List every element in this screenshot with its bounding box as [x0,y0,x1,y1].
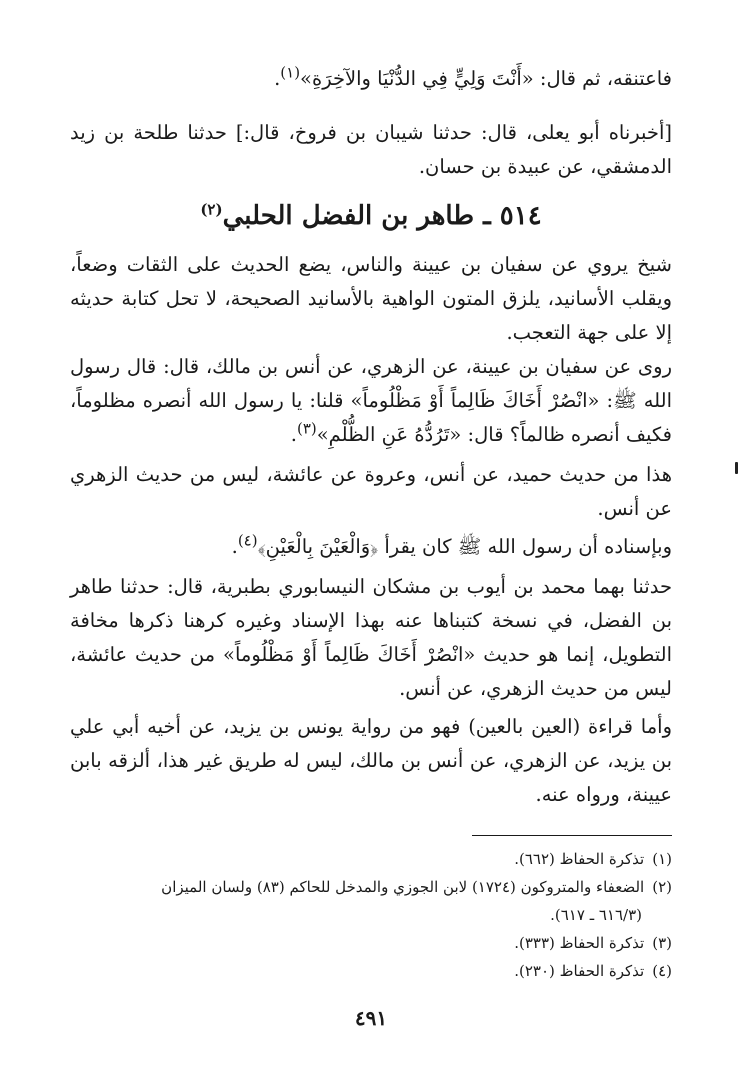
paragraph-1 [70,62,672,96]
footnote-text: تذكرة الحفاظ (٦٦٢). [514,850,645,868]
margin-mark [735,462,738,474]
footnote-text: تذكرة الحفاظ (٣٣٣). [514,934,645,952]
footnote-number: (٣) [652,934,672,952]
paragraph-5 [70,458,672,526]
paragraph-4-end: . [290,423,297,446]
footnote-continuation: (٦١٦/٣ ـ ٦١٧). [550,906,642,924]
footnote-number: (١) [652,850,672,868]
paragraph-6 [70,530,672,564]
footnote-2 [70,873,672,929]
footnote-number: (٤) [652,962,672,980]
paragraph-4-text: روى عن سفيان بن عيينة، عن الزهري، عن أنس بن مالك، قال: قال رسول الله ﷺ: «انْصُرْ أَخَاكَ ظَالِماً أَوْ مَظْلُوماً» قلنا: يا رسول الله أنصره مظلوماً، فكيف أنصره ظالماً؟ قال: «تَرُدُّهُ عَنِ الظُّلْمِ» [70,355,672,446]
paragraph-1-end: . [274,67,281,90]
footnote-ref-1: (١) [280,63,301,82]
paragraph-3-text: شيخ يروي عن سفيان بن عيينة والناس، يضع الحديث على الثقات وضعاً، ويقلب الأسانيد، يلزق المتون الواهية بالأسانيد الصحيحة، لا تحل كتابة حديثه إلا على جهة التعجب. [70,253,672,344]
paragraph-5-text: هذا من حديث حميد، عن أنس، وعروة عن عائشة، ليس من حديث الزهري عن أنس. [70,463,672,520]
footnote-ref-4: (٤) [237,531,258,550]
page-number: ٤٩١ [354,1006,388,1030]
footnote-text: تذكرة الحفاظ (٢٣٠). [514,962,645,980]
footnote-text: الضعفاء والمتروكون (١٧٢٤) لابن الجوزي والمدخل للحاكم (٨٣) ولسان الميزان [161,878,645,896]
paragraph-8 [70,710,672,812]
paragraph-6-text: وبإسناده أن رسول الله ﷺ كان يقرأ ﴿وَالْعَيْنَ بِالْعَيْنِ﴾ [257,535,672,558]
paragraph-7 [70,570,672,706]
entry-heading-text: ٥١٤ ـ طاهر بن الفضل الحلبي [222,201,542,231]
paragraph-2-text: [أخبرناه أبو يعلى، قال: حدثنا شيبان بن فروخ، قال:] حدثنا طلحة بن زيد الدمشقي، عن عبيدة بن حسان. [70,121,672,178]
footnote-ref-3: (٣) [296,419,317,438]
footnote-separator [472,835,672,836]
paragraph-1-text: فاعتنقه، ثم قال: «أَنْتَ وَلِيٍّ فِي الدُّنْيَا والآخِرَةِ» [300,67,672,90]
paragraph-4 [70,350,672,452]
footnote-4 [70,957,672,985]
paragraph-2 [70,116,672,184]
footnote-3 [70,929,672,957]
paragraph-3 [70,248,672,350]
footnotes-list [70,845,672,985]
footnote-ref-2: (٢) [200,200,223,219]
footnote-1 [70,845,672,873]
paragraph-6-end: . [231,535,238,558]
paragraph-8-text: وأما قراءة (العين بالعين) فهو من رواية يونس بن يزيد، عن أخيه أبي علي بن يزيد، عن الزهري، عن أنس بن مالك، ليس له طريق غير هذا، ألزقه بابن عيينة، ورواه عنه. [70,715,672,806]
footnote-number: (٢) [652,878,672,896]
entry-heading [70,196,672,236]
paragraph-7-text: حدثنا بهما محمد بن أيوب بن مشكان النيسابوري بطبرية، قال: حدثنا طاهر بن الفضل، في نسخة كتبناها عنه بهذا الإسناد وغيره كرهنا ذكرها مخافة التطويل، إنما هو حديث «انْصُرْ أَخَاكَ ظَالِماً أَوْ مَظْلُوماً» من حديث عائشة، ليس من حديث الزهري، عن أنس. [70,575,672,700]
